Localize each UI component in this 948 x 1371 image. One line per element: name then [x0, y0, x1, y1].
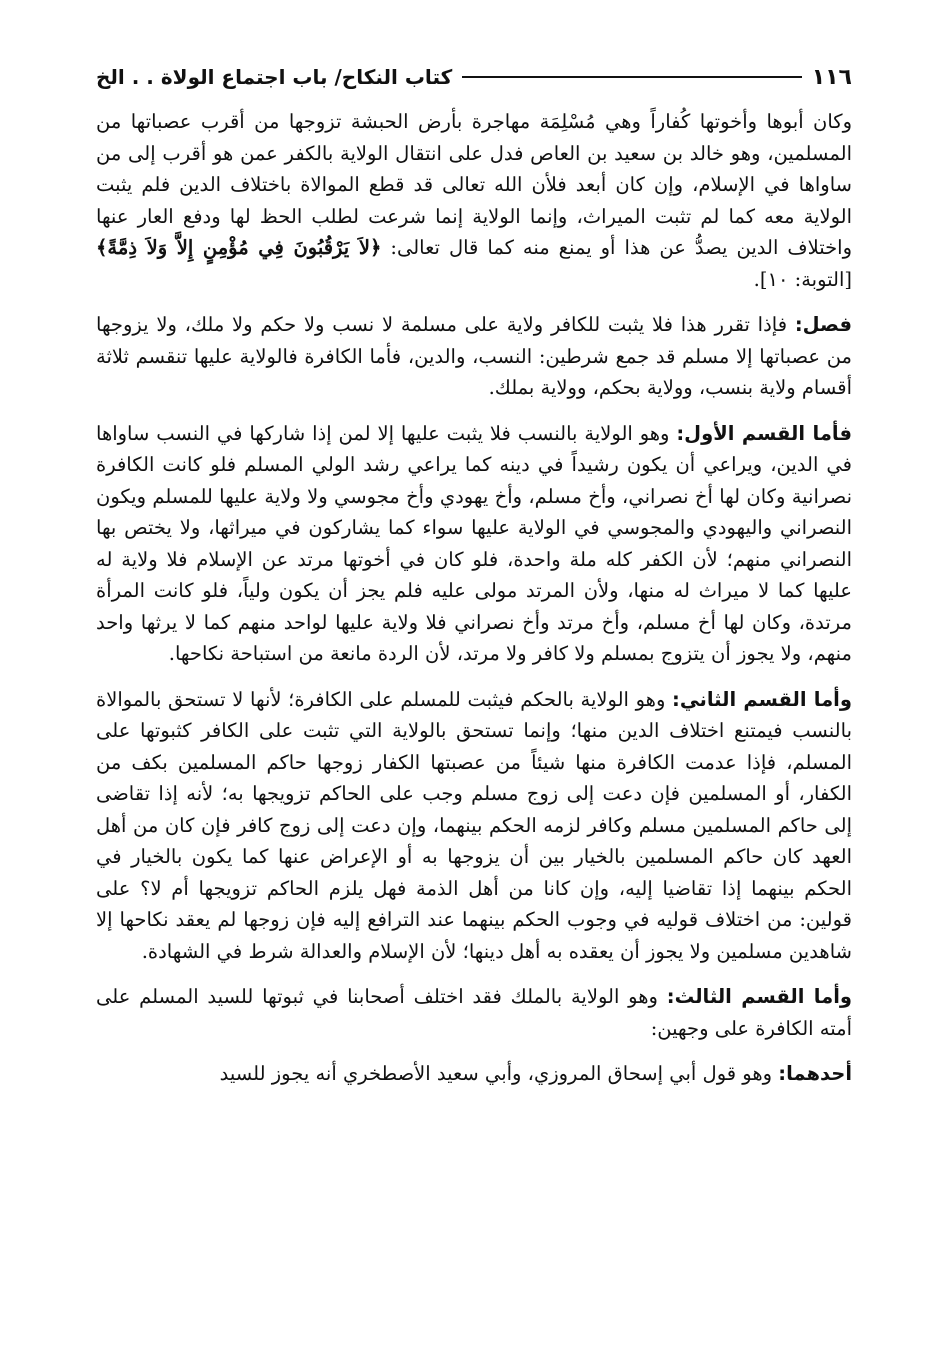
- section-heading-fasl: فصل:: [794, 313, 852, 336]
- paragraph-1: [96, 106, 852, 295]
- paragraph-first-text: وهو الولاية بالنسب فلا يثبت عليها إلا لمن إذا شاركها في النسب ساواها في الدين، ويراعي أن يكون رشيداً في دينه كما يراعي رشد الولي المسلم فلو كانت الكافرة نصرانية وكان لها أخ نصراني، وأخ مسلم، وأخ يهودي وأخ مجوسي ولا ولاية عليها للمسلم ويكون النصراني واليهودي والمجوسي في الولاية عليها سواء كما يشاركون في ميراثها، ولا يختص بها النصراني منهم؛ لأن الكفر كله ملة واحدة، فلو كان في أخوتها مرتد عن الإسلام فلا ولاية له عليها كما لا ميراث له منها، ولأن المرتد مولى عليه فلم يجز أن يكون ولياً، فلو كانت المرأة مرتدة، وكان لها أخ مسلم، وأخ مرتد وأخ نصراني فلا ولاية عليها لواحد منهم كما لا يرثها واحد منهم، ولا يجوز أن يتزوج بمسلم ولا كافر ولا مرتد، لأن الردة مانعة من استباحة نكاحها.: [96, 421, 852, 665]
- section-heading-first-view: أحدهما:: [778, 1062, 852, 1085]
- paragraph-fasl: [96, 309, 852, 404]
- paragraph-second-text: وهو الولاية بالحكم فيثبت للمسلم على الكافرة؛ لأنها لا تستحق بالموالاة بالنسب فيمتنع اختلاف الدين منها؛ وإنما تستحق بالولاية التي تثبت على الكافر كثبوتها على المسلم، فإذا عدمت الكافرة منها شيئاً من عصبتها الكفار زوجها حاكم المسلمين بكف من الكفار، أو المسلمين فإن دعت إلى زوج مسلم وجب على الحاكم تزويجها به؛ لأنه إذا تقاضى إلى حاكم المسلمين مسلم وكافر لزمه الحكم بينهما، وإن دعت إلى زوج كافر فإن كان من أهل العهد كان حاكم المسلمين بالخيار بين أن يزوجها به أو الإعراض عنها كما يكون بالخيار في الحكم بينهما إذا تقاضيا إليه، وإن كانا من أهل الذمة فهل يلزم الحاكم تزويجها أم لا؟ على قولين: من اختلاف قوليه في وجوب الحكم بينهما عند الترافع إليه فإن زوجها لم يعقد نكاحها إلا شاهدين مسلمين ولا يجوز أن يعقده به أهل دينها؛ لأن الإسلام والعدالة شرط في الشهادة.: [96, 687, 852, 963]
- section-heading-first: فأما القسم الأول:: [676, 421, 853, 445]
- quran-citation: [التوبة: ١٠].: [753, 267, 852, 291]
- header-rule: [462, 76, 801, 78]
- page-header: [96, 62, 852, 92]
- section-heading-third: وأما القسم الثالث:: [666, 985, 853, 1008]
- paragraph-1-text: وكان أبوها وأخوتها كُفاراً وهي مُسْلِمَة مهاجرة بأرض الحبشة تزوجها من أقرب عصباتها من المسلمين، وهو خالد بن سعيد بن العاص فدل على انتقال الولاية بالكفر عمن هو أقرب إلى من ساواها في الإسلام، وإن كان أبعد فلأن الله تعالى قد قطع الموالاة باختلاف الدين فلم يثبت الولاية معه كما لم تثبت الميراث، وإنما الولاية إنما شرعت لطلب الحظ لها ودفع العار عنها واختلاف الدين يصدُّ عن هذا أو يمنع منه كما قال تعالى:: [96, 110, 852, 259]
- paragraph-first-category: [96, 418, 852, 670]
- paragraph-first-view: [96, 1058, 852, 1090]
- page-number: ١١٦: [811, 64, 852, 90]
- paragraph-first-view-text: وهو قول أبي إسحاق المروزي، وأبي سعيد الأصطخري أنه يجوز للسيد: [219, 1062, 779, 1085]
- running-title: كتاب النكاح/ باب اجتماع الولاة . . الخ: [96, 65, 453, 89]
- paragraph-fasl-text: فإذا تقرر هذا فلا يثبت للكافر ولاية على مسلمة لا نسب ولا حكم ولا ملك، ولا يزوجها من عصباتها إلا مسلم قد جمع شرطين: النسب، والدين، فأما الكافرة فالولاية عليها تنقسم ثلاثة أقسام ولاية بنسب، وولاية بحكم، وولاية بملك.: [96, 313, 852, 399]
- paragraph-second-category: [96, 684, 852, 968]
- paragraph-third-text: وهو الولاية بالملك فقد اختلف أصحابنا في ثبوتها للسيد المسلم على أمته الكافرة على وجهين:: [96, 985, 852, 1040]
- paragraph-third-category: [96, 981, 852, 1044]
- quran-verse: ﴿لاَ يَرْقُبُونَ فِي مُؤْمِنٍ إِلاَّ وَلاَ ذِمَّةً﴾: [96, 236, 382, 259]
- section-heading-second: وأما القسم الثاني:: [672, 687, 852, 711]
